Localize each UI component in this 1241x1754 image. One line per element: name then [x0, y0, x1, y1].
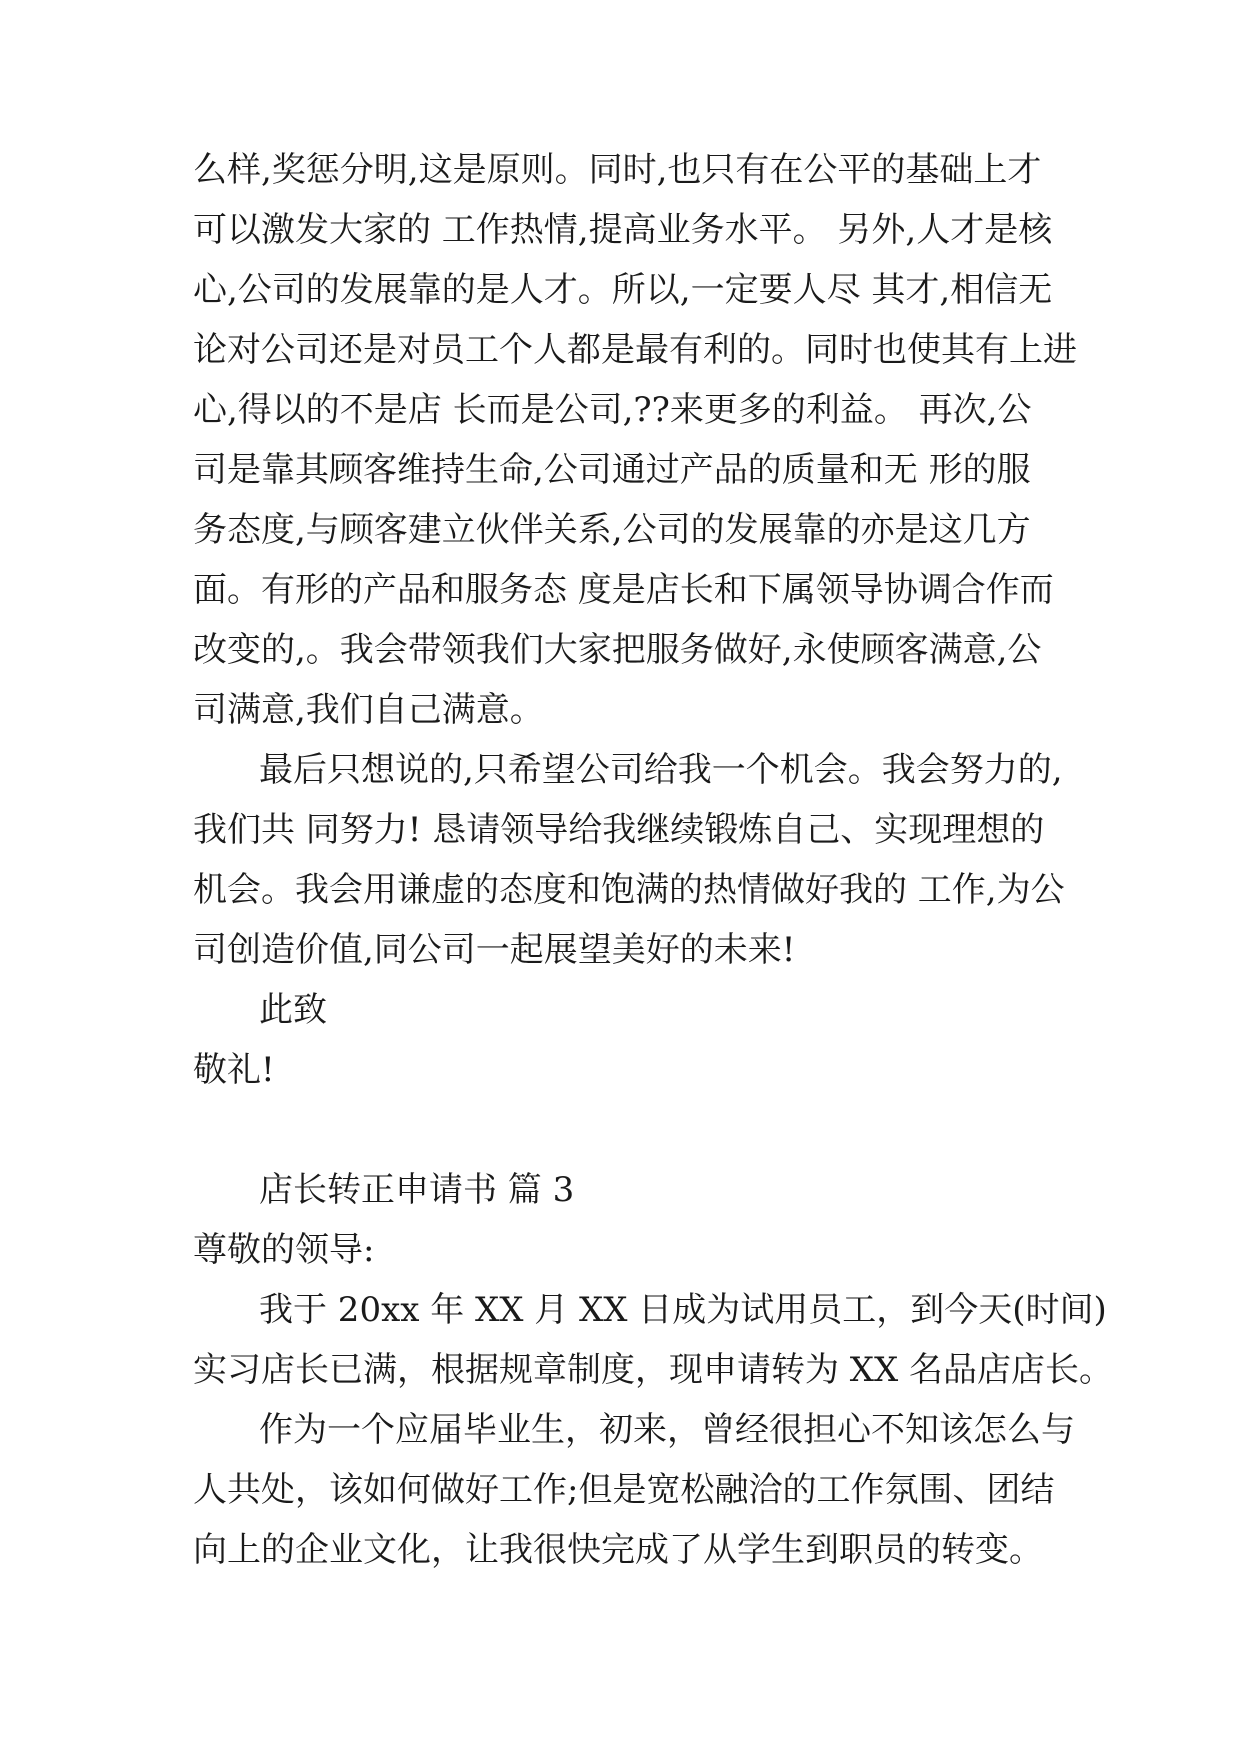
paragraph-line: 向上的企业文化，让我很快完成了从学生到职员的转变。: [193, 1530, 1043, 1570]
section-gap: [193, 1100, 1073, 1160]
letter-greeting: 尊敬的领导:: [193, 1230, 375, 1270]
paragraph-line: 最后只想说的,只希望公司给我一个机会。我会努力的,: [259, 750, 1063, 790]
paragraph-line: 我们共 同努力! 恳请领导给我继续锻炼自己、实现理想的: [193, 810, 1045, 850]
paragraph-line: 我于 20xx 年 XX 月 XX 日成为试用员工，到今天(时间): [259, 1290, 1107, 1330]
paragraph-line: 人共处，该如何做好工作;但是宽松融洽的工作氛围、团结: [193, 1470, 1055, 1510]
closing-salutation: 此致: [259, 990, 327, 1030]
section-heading: 店长转正申请书 篇 3: [259, 1170, 575, 1210]
paragraph-line: 改变的,。我会带领我们大家把服务做好,永使顾客满意,公: [193, 630, 1042, 670]
document-body: [193, 140, 1114, 1580]
paragraph-line: 论对公司还是对员工个人都是最有利的。同时也使其有上进: [193, 330, 1077, 370]
paragraph-line: 实习店长已满，根据规章制度，现申请转为 XX 名品店店长。: [193, 1350, 1114, 1390]
paragraph-line: 可以激发大家的 工作热情,提高业务水平。 另外,人才是核: [193, 210, 1053, 250]
paragraph-line: 司满意,我们自己满意。: [193, 690, 544, 730]
paragraph-line: 机会。我会用谦虚的态度和饱满的热情做好我的 工作,为公: [193, 870, 1065, 910]
paragraph-line: 心,得以的不是店 长而是公司,??来更多的利益。 再次,公: [193, 390, 1032, 430]
paragraph-line: 心,公司的发展靠的是人才。所以,一定要人尽 其才,相信无: [193, 270, 1053, 310]
paragraph-line: 作为一个应届毕业生，初来，曾经很担心不知该怎么与: [259, 1410, 1075, 1450]
paragraph-line: 司是靠其顾客维持生命,公司通过产品的质量和无 形的服: [193, 450, 1031, 490]
paragraph-line: 司创造价值,同公司一起展望美好的未来!: [193, 930, 796, 970]
paragraph-line: 务态度,与顾客建立伙伴关系,公司的发展靠的亦是这几方: [193, 510, 1031, 550]
paragraph-line: 么样,奖惩分明,这是原则。同时,也只有在公平的基础上才: [193, 150, 1042, 190]
closing-regards: 敬礼!: [193, 1050, 275, 1090]
paragraph-line: 面。有形的产品和服务态 度是店长和下属领导协调合作而: [193, 570, 1054, 610]
